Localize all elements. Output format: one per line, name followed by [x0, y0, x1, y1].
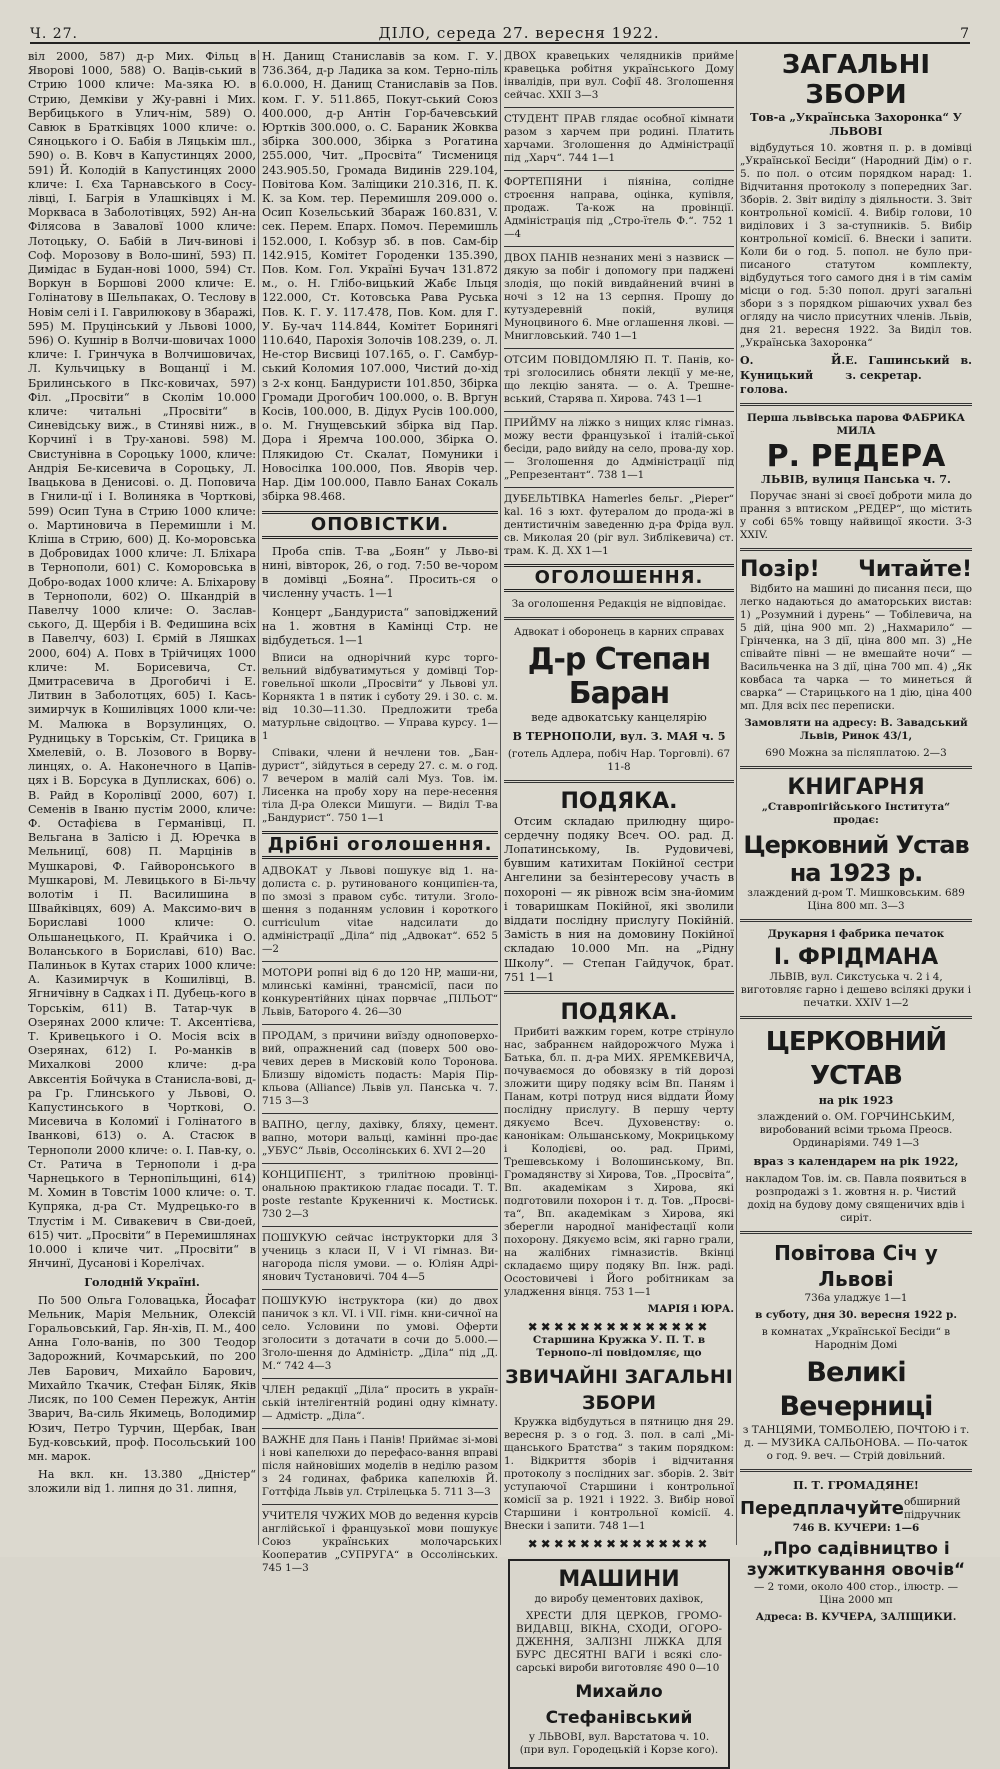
ad-separator — [262, 961, 498, 962]
thanks-text: Прибиті важким горем, котре стрінуло нас, забраннєм найдорожчого Мужа і Батька, бл. п. д-ра МИХ. ЯРЕМКЕВИЧА, почуваємося до обовязку в тій дорозі зложити щиру подяку всім Вп. Паням і Панам, котрі потруд нися віддати Йому послідну прислугу. В першу черту дякуємо Всеч. Духовенству: о. канонікам: Ольшанському, Мокрицькому і Колодієві, оо. рад. Примі, Трешевському і Волошинському, Вп. Громадянству зі Хирова, Тов. „Просвіта“, Вп. академікам з Хирова, які подготовили похорон і т. д. Тов. „Просві-та“, Вп. академікам з Хирова, які зберегли народної маніфестації коли похорону. Дякуємо всім, які гарно грали, на жалібних гімназистів. Вкінці складаємо щиру подяку Вп. Інж. раді. Осостовичеві і Його робітникам за уладження вінця. 753 1—1 — [504, 1026, 734, 1299]
lawyer-hotel: (готель Адлера, побіч Нар. Торговлі). 67 11-8 — [507, 747, 731, 773]
classified-ad: ДВОХ кравецьких челядників прийме кравецька робітня українського Дому інвалідів, при вул. Софії 48. Зголошення сейчас. XXII 3—3 — [504, 50, 734, 101]
classified-ad: МОТОРИ ропні від 6 до 120 HP, маши-ни, млинські камінні, трансмісії, паси по конкурентійних цінах порвчає „ПІЛЬОТ“ Львів, Баторого 4. 26—30 — [262, 967, 498, 1019]
classified-ad: ПРОДАМ, з причини виїзду одноповерхо-вий, опражнений сад (поверх 500 ово-чевих дерев в Мисковій коло Торонова. Близшу відомість подасть: Марія Пір-кльова (Alliance) Львів ул. Панська ч. 7. 715 3—3 — [262, 1030, 498, 1108]
sich-line: 736а уладжує 1—1 — [804, 1291, 908, 1304]
issue-label: Ч. 27. — [30, 26, 78, 42]
meeting-text: Кружка відбудуться в пятницю дня 29. вересня р. з о год. 3. пол. в салі „Мі-щанського Братства“ з таким порядком: 1. Відкриття зборів і відчитання протоколу з послідних заг. зборів. 2. Звіт уступаючої Старшини і контрольної комісії за р. 1921 і 1922. 3. Вибір нової Старшини і контрольної комісії. 4. Внески і запити. 748 1—1 — [504, 1416, 734, 1533]
thanks-heading: ПОДЯКА. — [560, 788, 678, 814]
ornament-divider: ✖✖✖✖✖✖✖✖✖✖✖✖✖✖ — [527, 1537, 711, 1552]
ad-separator — [504, 487, 734, 488]
signature-right: Е. Гашинський в. з. секретар. — [845, 354, 972, 382]
bookstore-heading: КНИГАРНЯ — [787, 775, 925, 801]
machines-name: Михайло Стефанівський — [545, 1682, 693, 1729]
subscribe-label: Передплачуйте — [740, 1497, 905, 1519]
ad-separator — [504, 170, 734, 171]
thanks-text: Отсим складаю прилюдну щиро-сердечну подяку Всеч. ОО. рад. Д. Лопатинському, Ів. Рудовичеві, бувшим катихитам Покійної сестри Ангелини за безінтересову участь в похороні — як рівнож всім зна-йомим і товаришкам Покійної, які зволили віддати послідну прислугу Покійній. Замість в ния на домовину Покійної складаю 10.000 Мп. на „Рідну Школу“. — Степан Гайдучок, брат. 751 1—1 — [504, 814, 734, 984]
sich-event: Великі Вечерниці — [779, 1356, 933, 1422]
column-3 — [504, 50, 734, 1757]
soap-text: Поручає знані зі своєї доброти мила до прання з вптиском „РЕДЕР“, що містить у собі 65% товщу найвищої якости. 3-3 XXIV. — [740, 490, 972, 542]
ad-separator — [262, 1504, 498, 1505]
ad-separator — [504, 411, 734, 412]
plays-order-address: Замовляти на адресу: В. Завадський Львів, Ринок 43/1, — [744, 717, 968, 743]
subscribe-heading: П. Т. ГРОМАДЯНЕ! — [793, 1477, 919, 1492]
famine-donations: По 500 Ольга Головацька, Йосафат Мельник, Марія Мельник, Олексій Горальовський, Гар. Ян-хів, П. М., 400 Анна Голо-ванів, по 300 Теодор Задорожний, Кочмарський, по 200 Лев Барович, Михайло Барович, Михайло Ткачик, Стефан Біляк, Яків Лисяк, по 100 Семен Пережук, Антін Зварич, Ва-силь Якимець, Володимир Юзич, Петро Турчин, Щербак, Іван Буд-ковський, проф. Посольський 100 мн. марок. — [28, 1293, 256, 1463]
church-rule-heading: ЦЕРКОВНИЙ УСТАВ — [765, 1027, 947, 1092]
page-number: 7 — [960, 26, 970, 42]
ad-separator — [262, 1289, 498, 1290]
donation-list: віл 2000, 587) д-р Мих. Фільц в Яворові 1000, 588) О. Ваців-ський в Стрию 1000 кличе: Ма-зяка Ю. в Стрию, Демківи у Жу-равні і Мих. Вербицького в Улич-нім, 589) О. Савюк в Братківцях 1000 кличе: о. Сяноцького і О. Бабія в Ляцькім шл., 590) о. В. Ковч в Капустинцях 2000, 591) Й. Колодій в Капустинцях 2000 кличе: І. Єха Тарнавського в Сосу-лівці, І. Багрія в Улашківцях і М. Моркваса в Заболотівцях, 592) Ан-на Філясова в Заваловї 1000 кличе: Лотоцьку, О. Бабій в Лич-винові і Соф. Морозову в Воло-шинї, 593) П. Димідас в Будан-нові 1000, 594) Ст. Воркун в Боршові 2000 кличе: Е. Голінатову в Шельпаках, О. Теслову в Новім селі і І. Гаврилюкову в Збаражі, 595) М. Пруцінський у Львові 1000, 596) О. Кушнір в Волчи-шовичах 1000 кличе: І. Гринчука в Волчишовичах, Л. Кульчицьку в Вощанцї і М. Брилинського в Пкс-ковичах, 597) Філ. „Просвіти“ в Сколім 10.000 кличе: читальні „Просвіти“ в Синевідську виж., в Стиняві ниж., в Корчинї і в Тру-ханові. 598) М. Свистунівна в Сороцьку 1000, кличе: Андрія Бе-кисевича в Сороцьку, Л. Івацькова в Денисові. о. Д. Поповича в Гнили-цї і І. Волиняка в Чорткові, 599) Осип Туна в Стрию 1000 кличе: о. Мартиновича в Перемишли і М. Кліша в Стрию, 600) Д. Ко-моровська в Добровидах 1000 кличе: Л. Бліхара в Тернополи, 601) С. Коморовська в Добро-водах 1000 кличе: А. Бліхарову в Тернополи, 602) О. Шкандрій в Павелчу 1000 кличе: О. Заслав-ського, Д. Щербія і В. Федишина всіх в Павелчу, 603) І. Єрмій в Ляшках 2000, 604) А. Повх в Трійчицях 1000 кличе: М. Борисевича, Ст. Дмитрасевича в Дрогобичі і Е. Литвин в Заболотцях, 605) І. Кась-зимирчук в Кошилівцях 1000 кли-че: М. Малюка в Ворзулинцях, О. Рудницьку в Торськім, Ст. Грицика в Хмелевій, о. В. Лозового в Ворву-линцях, о. А. Наконечного в Цапів-цях і В. Борсука в Дуплисках, 606) о. В. Райд в Королівцї 2000, 607) І. Семенів в Іваню пустім 2000, кличе: Ф. Остафієва в Германівці, П. Вельгана в Залісю і Д. Юречка в Мельницї, 608) П. Марцінів в Мушкарові, Ф. Гайворонського в Мушкарові, М. Левицького в Бі-льчу волотім і П. Василишина в Швайківцях, 609) А. Максимо-вич в Бориславі 1000 кличе: О. Ольшанецького, П. Крайчика і О. Воланського в Бориславі, 610) Вас. Палиньок в Кутах старих 1000 кличе: А. Казимирчук в Кошилівці, В. Ягничівну в Садках і П. Дубець-кого в Торськім, 611) В. Татар-чук в Озерянах 2000 кличе: Т. Аксентієва, Т. Кривецького і О. Мосія всіх в Озерянах, 612) І. Ро-манків в Михалкові 2000 кличе: д-ра Авксентія Бойчука в Станисла-вові, д-ра Гр. Глинського у Львові, О. Капустинського в Чорткові, О. Мисевича в Коломиї і Голінатого в Іванкові, 613) о. А. Стасюк в Тернополи 2000 кличе: о. І. Пав-ку, о. Ст. Ратича в Тернополи і д-ра Чарнецького в Тернопільщині, 614) М. Хомин в Товстім 1000 кличе: о. Т. Купряка, д-ра Ст. Мудрецько-го в Тлустім і М. Сивакевич в Сви-доей, 615) чит. „Просвіти“ в Перемишлянах 10.000 і кличе чит. „Просвіти“ в Янчинї, Дусанові і Корелічах. — [28, 50, 256, 1271]
meeting-signatures — [740, 354, 972, 397]
lawyer-intro: Адвокат і оборонець в карних справах — [513, 626, 725, 639]
ad-separator — [740, 1016, 972, 1019]
committee-donations: Н. Данищ Станиславів за ком. Г. У. 736.364, д-р Ладика за ком. Терно-піль 6.0.000, Н. Данищ Станиславів за Пов. ком. Г. У. 511.865, Покут-ський Союз 400.000, д-р Антін Гор-бачевський Юртків 300.000, о. С. Бараник Жовква збірка 300.000, Збірка з Рогатина 255.000, Чит. „Просвіта“ Тисмениця 243.905.50, Громада Видинів 229.104, Повітова Ком. Заліщики 210.316, П. К. К. за Ком. тер. Перемишля 209.000 о. Осип Козельський Збараж 160.831, V. сек. Перем. Епарх. Помоч. Перемишль 152.000, І. Кобзур зб. в пов. Сам-бір 142.915, Комітет Городенки 135.390, Пов. Ком. Гол. Україні Бучач 131.872 м., о. Н. Глібо-вицький Жабє Ільця 122.000, Ст. Котовська Рава Руська Пов. К. Г. У. 117.478, Пов. Ком. для Г. У. Бу-чач 114.844, Комітет Боринягі 110.640, Парохія Золочів 108.239, о. Л. Не-стор Висвиці 107.165, о. Г. Самбур-ський Коломия 107.000, Чистий до-хід з 2-х конц. Бандуристи 101.850, Збірка Громади Дрогобич 100.000, о. В. Вргун Косів, 100.000, В. Дідух Русів 100.000, о. М. Гнущевський збірка від Пар. Дора і Яремча 100.000, Збірка О. Плякидою Ст. Скалат, Помуники і Новосілка 100.000, Пов. Яворів чер. Нар. Дім 100.000, Павло Банах Сокаль збірка 98.468. — [262, 50, 498, 504]
column-4 — [740, 50, 972, 1623]
soap-company: Р. РЕДЕРА — [766, 439, 946, 475]
meeting-heading: ЗВИЧАЙНІ ЗАГАЛЬНІ ЗБОРИ — [505, 1366, 733, 1415]
famine-heading: Голодній Україні. — [84, 1275, 200, 1290]
plays-text: Відбито на машині до писання пєси, що легко надаються до аматорських вистав: 1) „Розумний і дурень“ — Тобілевича, на 5 дій, ціна 900 мп. 2) „Нахмарило“ — Грінченка, на 3 дії, ціна 800 мп. 3) „Не співайте півні — не вмешайте ночи“ — Васильченка на 3 дії, ціна 700 мп. 4) „Як ковбаса та чарка — то минеться й сварка“ — Старицького на 1 дію, ціна 400 мп. Для всіх пєс переписки. — [740, 583, 972, 713]
lawyer-name: Д-р Степан Баран — [527, 642, 711, 712]
ad-separator — [504, 617, 734, 620]
masthead-date: ДІЛО, середа 27. вересня 1922. — [378, 24, 660, 42]
fund-text: На вкл. кн. 13.380 „Дністер“ зложили від 1. липня до 31. липня, — [28, 1468, 256, 1496]
printing-name: І. ФРІДМАНА — [773, 945, 939, 971]
column-2 — [262, 50, 498, 1575]
bookstore-title: Церковний Устав на 1923 р. — [743, 831, 969, 888]
ads-heading: ОГОЛОШЕННЯ. — [504, 564, 734, 592]
ad-separator — [504, 991, 734, 994]
machines-sub: до виробу цементових дахівок, — [534, 1593, 704, 1606]
thanks-heading: ПОДЯКА. — [560, 1000, 678, 1026]
sich-place: в комнатах „Української Бесіди“ в Народнім Домі — [761, 1325, 951, 1351]
ad-separator — [262, 1163, 498, 1164]
printing-intro: Друкарня і фабрика печаток — [767, 928, 945, 941]
lawyer-address: В ТЕРНОПОЛИ, вул. З. МАЯ ч. 5 — [512, 729, 726, 744]
classified-ad: АДВОКАТ у Львові пошукує від 1. на-долиста с. р. рутинованого конципієн-та, по змозі з правом субс. титули. Зголо-шення з поданням условин і короткого curriculum vitae надсилати до адміністрації „Діла“ під „Адвокат“. 652 5—2 — [262, 865, 498, 956]
subscribe-address: Адреса: В. КУЧЕРА, ЗАЛІЩИКИ. — [755, 1610, 957, 1623]
bookstore-org: „Ставропігійського Інститута“ продає: — [761, 801, 951, 827]
machines-ad — [508, 1559, 730, 1769]
church-rule-year: на рік 1923 — [818, 1093, 894, 1108]
lawyer-office: веде адвокатську канцелярію — [531, 711, 707, 725]
general-meeting-org: Тов-а „Українська Захоронка“ У ЛЬВОВІ — [750, 110, 962, 139]
classified-ad: ПОШУКУЮ інструктора (ки) до двох паничок з кл. VI. і VII. гімн. кни-сичної на село. Условини по умові. Оферти зголосити з дотачати в сочи до 5.000.— Зголо-шення до Адміністр. „Діла“ під „Д. М.“ 742 4—3 — [262, 1295, 498, 1373]
machines-text: ХРЕСТИ ДЛЯ ЦЕРКОВ, ГРОМО-ВИДАВЦІ, ВІКНА, СХОДИ, ОГОРО-ДЖЕННЯ, ЗАЛІЗНІ ЛІЖКА ДЛЯ БУРС ДЕСЯТНІ ВАГИ і всякі сло-сарські вироби виготовляє 490 0—10 — [516, 1610, 722, 1675]
sich-text: з ТАНЦЯМИ, ТОМБОЛЕЮ, ПОЧТОЮ і т. д. — МУЗИКА САЛЬОНОВА. — По-чаток о год. 9. веч. — Стрій довільний. — [742, 1423, 970, 1462]
church-rule-text: злаждений о. ОМ. ГОРЧИНСЬКИМ, виробований всіми трьома Преосв. Ординаріями. 749 1—3 — [757, 1111, 955, 1150]
classified-ad: ПОШУКУЮ сейчас інструкторки для 3 учениць з класи II, V і VI гімназ. Ви-нагорода після умови. — о. Юліян Адрі-янович Тустановичі. 704 4—5 — [262, 1232, 498, 1284]
notice: Концерт „Бандуриста“ заповіджений на 1. жовтня в Камінці Стр. не відбудеться. 1—1 — [262, 605, 498, 647]
machines-heading: МАШИНИ — [558, 1567, 680, 1593]
soap-intro: Перша львівська парова ФАБРИКА МИЛА — [746, 412, 966, 438]
notices-heading: ОПОВІСТКИ. — [262, 511, 498, 539]
ad-separator — [504, 780, 734, 783]
ad-separator — [740, 403, 972, 406]
warning-header — [740, 557, 972, 583]
church-rule-calendar: враз з календарем на рік 1922, — [753, 1154, 959, 1169]
ad-separator — [262, 1113, 498, 1114]
column-1 — [28, 50, 256, 1550]
column-divider — [258, 50, 259, 1545]
ad-separator — [740, 1469, 972, 1472]
warning-right: Читайте! — [858, 557, 972, 583]
column-divider — [500, 50, 501, 1545]
bookstore-text: злаждений д-ром Т. Мишковським. 689 Ціна 800 мп. 3—3 — [747, 887, 965, 913]
classified-ad: ДУБЕЛЬТІВКА Hamerles бельг. „Pieper“ kal. 16 з юхт. футералом до прода-жі в дентистичнім заведенню д-ра Фріда вул. св. Миколая 20 (ріг вул. Зиблікевича) ст. трам. К. Д. XX 1—1 — [504, 493, 734, 557]
classified-ad: ВАЖНЕ для Пань і Панів! Приймає зі-мові і нові капелюхи до перефасо-вання вправі після найновіших моделів в неділю разом з 24 годинах, фабрика капелюхів Й. Готтфіда Львів ул. Стрілецька 5. 711 3—3 — [262, 1434, 498, 1499]
thanks-signature: МАРІЯ і ЮРА. — [647, 1303, 734, 1316]
soap-address: ЛЬВІВ, вулиця Панська ч. 7. — [761, 472, 951, 487]
ad-separator — [504, 107, 734, 108]
ad-separator — [262, 1226, 498, 1227]
classified-ad: УЧИТЕЛЯ ЧУЖИХ МОВ до ведення курсів англійської і французької мови пошукує Союз українських молочарських Кооператив „СУПРУГА“ в Оссолінських. 745 1—3 — [262, 1510, 498, 1575]
subscribe-label2: обширний підручник — [904, 1495, 961, 1521]
ad-separator — [740, 919, 972, 922]
page-header — [30, 16, 970, 44]
plays-ref: 690 Можна за післяплатою. 2—3 — [765, 747, 947, 760]
ad-separator — [740, 766, 972, 769]
classified-ad: ФОРТЕПІЯНИ і піяніна, солідне строєння направа, оцінка, купівля, продаж. Та-кож на провінції. Адміністрація під „Стро-їтель Ф.“. 752 1—4 — [504, 176, 734, 240]
ads-disclaimer: За оголошення Редакція не відповідає. — [511, 598, 727, 611]
ad-separator — [504, 246, 734, 247]
classified-ad: ПРИЙМУ на ліжко з нищих кляс гімназ. можу вести французької і італій-ської бесіди, радо вийду на село, прова-ду хор. — Зголошення до Адміністрації під „Репрезентант“. 738 1—1 — [504, 417, 734, 481]
ad-separator — [262, 1428, 498, 1429]
church-rule-text2: накладом Тов. ім. св. Павла появиться в розпродажі з 1. жовтня н. р. Чистий дохід на будову дому священичих вдів і сиріт. — [745, 1172, 967, 1224]
notice: Співаки, члени й нечлени тов. „Бан-дурист“, зійдуться в середу 27. с. м. о год. 7 вечером в малій салі Муз. Тов. ім. Лисенка на пробу хору на пере-несення тіла Д-ра Олекси Мишуги. — Виділ Т-ва „Бандурист“. 750 1—1 — [262, 747, 498, 825]
classified-ad: ДВОХ ПАНІВ незнаних мені з назвиск — дякую за побіг і допомогу при паджені злодія, що покій вивдайнений вчині в ночі з 12 на 13 серпня. Прошу до кутуздеревній покій, вулиця Муноцвиного 6. Мне оглашення лкові. — Мнигловський. 740 1—1 — [504, 252, 734, 342]
subscribe-book: „Про садівництво і зужиткування овочів“ — [746, 1538, 966, 1580]
sich-date: в суботу, дня 30. вересня 1922 р. — [755, 1308, 957, 1321]
notice: Вписи на однорічний курс торго-вельний відбуватимуться у домівці Тор-говельної школи „Просвіти“ у Львові ул. Корнякта 1 в пятик і суботу 29. і 30. с. м. від 10.30—11.30. Предложити треба матурльне свідоцтво. — Управа курсу. 1—1 — [262, 652, 498, 743]
warning-left: Позір! — [740, 557, 820, 583]
ad-separator — [740, 548, 972, 551]
printing-text: ЛЬВІВ, вул. Сикстуська ч. 2 і 4, виготовляє гарно і дешево всілякі друки і печатки. XXIV 1—2 — [740, 971, 972, 1010]
ad-separator — [740, 1231, 972, 1234]
general-meeting-heading: ЗАГАЛЬНІ ЗБОРИ — [781, 50, 931, 110]
meeting-intro: Старшина Кружка У. П. Т. в Тернопо-лі повідомляє, що — [532, 1334, 706, 1360]
ad-separator — [262, 1024, 498, 1025]
ad-separator — [262, 1378, 498, 1379]
machines-address: у ЛЬВОВІ, вул. Варстатова ч. 10. (при вул. Городецькій і Корзе кого). — [519, 1731, 719, 1757]
classified-ad: КОНЦИПІЄНТ, з трилітною провінці-ональною практикою гладає посади. Т. Т. poste restante Крукенничі к. Мостиськ. 730 2—3 — [262, 1169, 498, 1221]
ornament-divider: ✖✖✖✖✖✖✖✖✖✖✖✖✖✖ — [527, 1320, 711, 1335]
classified-ad: ВАПНО, цеглу, дахівку, бляху, цемент. вапно, мотори вальці, камінні про-дає „УБУС“ Львів, Оссолінських 6. XVI 2—20 — [262, 1119, 498, 1158]
ad-separator — [504, 348, 734, 349]
column-divider — [736, 50, 737, 1545]
notice: Проба спів. Т-ва „Боян“ у Льво-ві нині, вівторок, 26, о год. 7:50 ве-чором в домівці „Бояна“. Просить-ся о численну участь. 1—1 — [262, 544, 498, 601]
classified-ad: ЧЛЕН редакції „Діла“ просить в україн-ській інтелігентній родині одну кімнату. — Адмістр. „Діла“. — [262, 1384, 498, 1423]
signature-left: О. Й. Куницький голова. — [740, 354, 846, 396]
subscribe-author: 746 В. КУЧЕРИ: 1—6 — [792, 1521, 920, 1534]
subscribe-text: — 2 томи, около 400 стор., ілюстр. — Ціна 2000 мп — [753, 1580, 959, 1606]
subscribe-row — [740, 1496, 972, 1522]
sich-heading: Повітова Січ у Львові — [774, 1240, 938, 1291]
classified-ad: СТУДЕНТ ПРАВ глядає особної кімнати разом з харчем при родині. Платить харчами. Зголошення до Адміністрації під „Харч“. 744 1—1 — [504, 113, 734, 164]
general-meeting-text: відбудуться 10. жовтня п. р. в домівці „Української Бесіди“ (Народний Дім) о г. 5. по пол. о отсим порядком нарад: 1. Відчитання протоколу з попередних Заг. Зборів. 2. Звіт виділу з діяльности. 3. Звіт контрольної комісії. 4. Вибір голови, 10 виділових і 3 за-ступників. 5. Вибір контрольної комісії. 6. Внески і запити. Коли би о год. 5. попол. не було при-писаного статутом комплекту, відбудуться того самого дня і в тім самім місци о год. 5:30 попол. другі загальні збори з з порядком рішаючих ухвал без огляду на число присутних членів. Львів, дня 21. вересня 1922. За Виділ тов. „Українська Захоронка“ — [740, 142, 972, 350]
classifieds-heading: Дрібні оголошення. — [262, 831, 498, 859]
classified-ad: ОТСИМ ПОВІДОМЛЯЮ П. Т. Панів, ко-трі зголосились обняти лекції у ме-не, що лекцію занята. — о. А. Трешне-вський, Старява п. Хирова. 743 1—1 — [504, 354, 734, 405]
